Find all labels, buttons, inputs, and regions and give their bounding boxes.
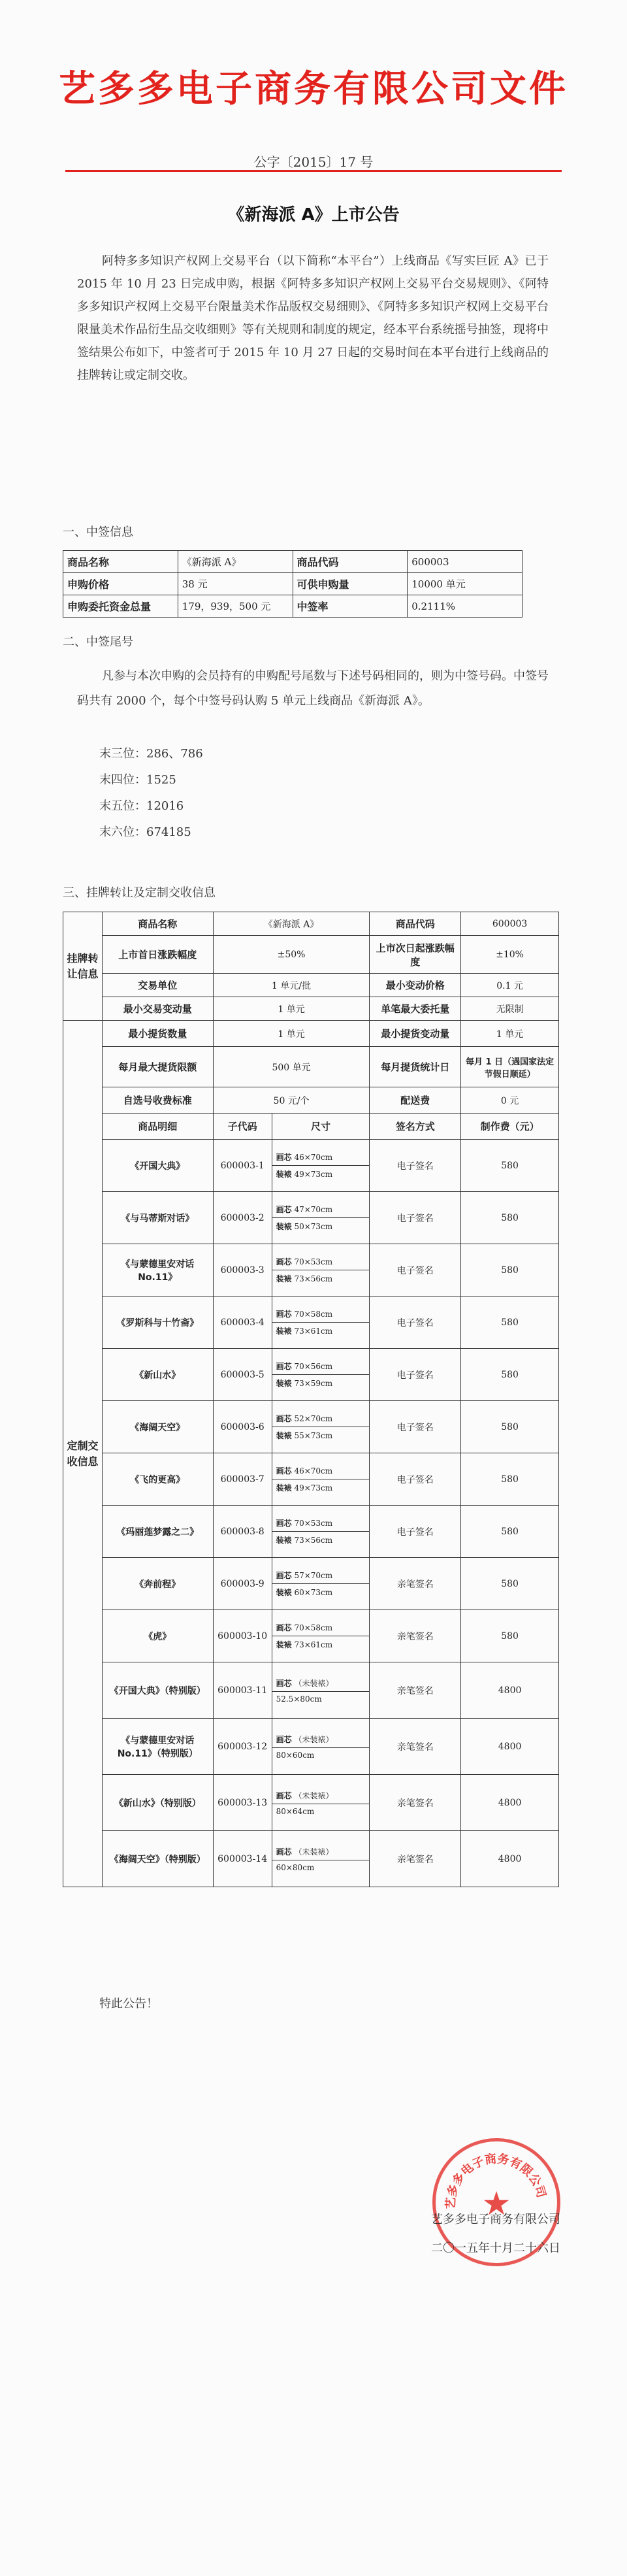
cell-label: 申购价格 [63, 573, 178, 595]
item-size [272, 1662, 370, 1719]
size-line [272, 1374, 370, 1391]
size-line-value: 73×59cm [294, 1379, 333, 1388]
item-size [272, 1244, 370, 1296]
cell-value: 600003 [408, 551, 522, 573]
size-line-value: 70×53cm [294, 1519, 333, 1528]
table-row [63, 974, 559, 997]
size-line [272, 1306, 370, 1322]
size-line [272, 1843, 370, 1860]
item-name: 《与蒙德里安对话 No.11》（特别版） [102, 1719, 213, 1775]
size-line-label: 装裱 [276, 1536, 292, 1545]
size-line-value: 46×70cm [294, 1153, 333, 1162]
section2-heading: 二、中签尾号 [63, 635, 133, 649]
size-line-label: 画芯 [276, 1571, 292, 1580]
table-row [63, 1506, 559, 1558]
item-size [272, 1140, 370, 1192]
size-line-label: 装裱 [276, 1483, 292, 1493]
size-line [272, 1462, 370, 1479]
table-row [63, 1244, 559, 1296]
item-code: 600003-5 [213, 1349, 272, 1401]
table-row [63, 1047, 559, 1087]
table-row [63, 936, 559, 974]
cell-label: 商品名称 [102, 912, 213, 936]
item-fee: 580 [461, 1558, 559, 1610]
cell-label: 自选号收费标准 [102, 1087, 213, 1114]
size-line-label: 画芯 [276, 1205, 292, 1214]
item-name: 《飞的更高》 [102, 1453, 213, 1506]
table-row [63, 1558, 559, 1610]
item-sign-method: 电子签名 [370, 1401, 461, 1453]
size-line-label: 装裱 [276, 1170, 292, 1179]
column-header: 尺寸 [272, 1114, 370, 1140]
item-fee: 580 [461, 1401, 559, 1453]
size-line-value: 49×73cm [294, 1483, 333, 1493]
column-header: 子代码 [213, 1114, 272, 1140]
size-line [272, 1358, 370, 1374]
cell-value: 1 单元 [461, 1021, 559, 1047]
item-fee: 580 [461, 1192, 559, 1244]
item-name: 《新山水》 [102, 1349, 213, 1401]
size-line-value: （未装裱） [294, 1791, 334, 1800]
item-fee: 580 [461, 1453, 559, 1506]
cell-label: 可供申购量 [293, 573, 408, 595]
size-line [272, 1165, 370, 1182]
item-sign-method: 电子签名 [370, 1296, 461, 1349]
cell-value: 1 单元 [213, 997, 370, 1021]
size-line-label: 画芯 [276, 1847, 292, 1857]
cell-value: 179，939，500 元 [178, 595, 293, 618]
size-line-value: 55×73cm [294, 1431, 333, 1440]
item-name: 《奔前程》 [102, 1558, 213, 1610]
size-line [272, 1731, 370, 1747]
notice-title: 《新海派 A》上市公告 [227, 205, 400, 225]
size-line [272, 1675, 370, 1691]
notice-intro: 阿特多多知识产权网上交易平台（以下简称“本平台”）上线商品《写实巨匠 A》已于 2015 年 10 月 23 日完成申购，根据《阿特多多知识产权网上交易平台交易规则》、《阿特多多知识产权网上交易平台限量美术作品版权交易细则》、《阿特多多知识产权网上交易平台限量美术作品衍生品交收细则》等有关规则和制度的规定，经本平台系统摇号抽签，现将中签结果公布如下，中签者可于 2015 年 10 月 27 日起的交易时间在本平台进行上线商品的挂牌转让或定制交收。 [77, 254, 549, 382]
size-line-label: 画芯 [276, 1153, 292, 1162]
list-item: 末三位：286、786 [99, 747, 203, 761]
cell-label: 最小变动价格 [370, 974, 461, 997]
size-line-label: 画芯 [276, 1466, 292, 1476]
item-fee: 4800 [461, 1662, 559, 1719]
size-line [272, 1567, 370, 1583]
seal-star-icon: ★ [481, 2185, 511, 2222]
size-line-value: 60×80cm [276, 1862, 315, 1872]
item-size [272, 1296, 370, 1349]
size-line-value: 70×53cm [294, 1257, 333, 1266]
item-name: 《海阔天空》 [102, 1401, 213, 1453]
custom-side-label: 定制交收信息 [63, 1021, 103, 1887]
svg-text:艺多多电子商务有限公司: 艺多多电子商务有限公司 [443, 2152, 549, 2209]
item-fee: 580 [461, 1506, 559, 1558]
size-line-label: 画芯 [276, 1678, 292, 1688]
cell-label: 最小交易变动量 [102, 997, 213, 1021]
cell-value: 1 单元 [213, 1021, 370, 1047]
item-sign-method: 亲笔签名 [370, 1610, 461, 1662]
cell-label: 配送费 [370, 1087, 461, 1114]
size-line-value: 70×58cm [294, 1623, 333, 1632]
cell-value: 无限制 [461, 997, 559, 1021]
item-sign-method: 电子签名 [370, 1192, 461, 1244]
item-size [272, 1192, 370, 1244]
column-header: 签名方式 [370, 1114, 461, 1140]
listing-side-label: 挂牌转让信息 [63, 912, 103, 1021]
item-size [272, 1775, 370, 1831]
size-line-label: 画芯 [276, 1623, 292, 1632]
size-line-label: 装裱 [276, 1222, 292, 1231]
item-fee: 580 [461, 1244, 559, 1296]
tail-number-list [99, 741, 203, 846]
item-name: 《新山水》（特别版） [102, 1775, 213, 1831]
size-line [272, 1479, 370, 1496]
column-header: 制作费（元） [461, 1114, 559, 1140]
size-line [272, 1322, 370, 1339]
size-line [272, 1583, 370, 1600]
size-line-value: 52.5×80cm [276, 1694, 322, 1704]
table-row [63, 573, 522, 595]
size-line-label: 装裱 [276, 1588, 292, 1597]
size-line-value: 80×64cm [276, 1806, 315, 1816]
item-name: 《虎》 [102, 1610, 213, 1662]
table-row [63, 1719, 559, 1775]
size-line [272, 1410, 370, 1427]
size-line-value: （未装裱） [294, 1678, 334, 1688]
item-code: 600003-2 [213, 1192, 272, 1244]
size-line-value: 57×70cm [294, 1571, 333, 1580]
item-name: 《开国大典》（特别版） [102, 1662, 213, 1719]
cell-value: 0.2111% [408, 595, 522, 618]
table-row [63, 1296, 559, 1349]
size-line-label: 装裱 [276, 1379, 292, 1388]
cell-value: 每月 1 日（遇国家法定节假日顺延） [461, 1047, 559, 1087]
size-line [272, 1747, 370, 1762]
cell-label: 上市次日起涨跌幅度 [370, 936, 461, 974]
item-code: 600003-10 [213, 1610, 272, 1662]
size-line-label: 画芯 [276, 1362, 292, 1371]
size-line-value: 73×56cm [294, 1536, 333, 1545]
size-line-value: 47×70cm [294, 1205, 333, 1214]
size-line [272, 1149, 370, 1165]
item-sign-method: 电子签名 [370, 1349, 461, 1401]
size-line-value: （未装裱） [294, 1847, 334, 1857]
table-row [63, 595, 522, 618]
size-line [272, 1787, 370, 1804]
item-size [272, 1506, 370, 1558]
cell-value: 600003 [461, 912, 559, 936]
item-fee: 4800 [461, 1719, 559, 1775]
size-line [272, 1201, 370, 1217]
table-row [63, 1401, 559, 1453]
section1-heading: 一、中签信息 [63, 525, 133, 539]
table-row [63, 912, 559, 936]
item-size [272, 1558, 370, 1610]
size-line-label: 装裱 [276, 1431, 292, 1440]
cell-value: 《新海派 A》 [178, 551, 293, 573]
size-line-label: 画芯 [276, 1257, 292, 1266]
item-code: 600003-11 [213, 1662, 272, 1719]
size-line-label: 画芯 [276, 1414, 292, 1423]
item-sign-method: 亲笔签名 [370, 1831, 461, 1887]
item-fee: 4800 [461, 1775, 559, 1831]
size-line-value: 60×73cm [294, 1588, 333, 1597]
section2-paragraph: 凡参与本次申购的会员持有的申购配号尾数与下述号码相同的，则为中签号码。中签号码共有 2000 个，每个中签号码认购 5 单元上线商品《新海派 A》。 [77, 669, 549, 708]
size-line [272, 1253, 370, 1270]
cell-label: 最小提货数量 [102, 1021, 213, 1047]
item-sign-method: 亲笔签名 [370, 1719, 461, 1775]
size-line-value: 46×70cm [294, 1466, 333, 1476]
cell-label: 上市首日涨跌幅度 [102, 936, 213, 974]
size-line-label: 装裱 [276, 1327, 292, 1336]
table-row [63, 1831, 559, 1887]
item-code: 600003-6 [213, 1401, 272, 1453]
table-row [63, 1087, 559, 1114]
cell-value: 0.1 元 [461, 974, 559, 997]
signing-date: 二〇一五年十月二十六日 [431, 2241, 560, 2255]
item-sign-method: 亲笔签名 [370, 1662, 461, 1719]
size-line-value: 50×73cm [294, 1222, 333, 1231]
item-sign-method: 亲笔签名 [370, 1558, 461, 1610]
table-header-row [63, 1114, 559, 1140]
doc-number: 公字〔2015〕17 号 [253, 154, 374, 170]
cell-value: 10000 单元 [408, 573, 522, 595]
item-fee: 580 [461, 1296, 559, 1349]
header-divider [65, 170, 562, 172]
section3-heading: 三、挂牌转让及定制交收信息 [63, 886, 216, 900]
item-fee: 4800 [461, 1831, 559, 1887]
item-sign-method: 电子签名 [370, 1244, 461, 1296]
item-fee: 580 [461, 1349, 559, 1401]
item-code: 600003-13 [213, 1775, 272, 1831]
list-item: 末五位：12016 [99, 799, 184, 813]
cell-label: 每月最大提货限额 [102, 1047, 213, 1087]
item-sign-method: 亲笔签名 [370, 1775, 461, 1831]
size-line-value: 73×61cm [294, 1640, 333, 1649]
company-doc-title: 艺多多电子商务有限公司文件 [59, 68, 568, 110]
cell-value: ±10% [461, 936, 559, 974]
size-line-value: 73×61cm [294, 1327, 333, 1336]
table-row [63, 1453, 559, 1506]
item-code: 600003-9 [213, 1558, 272, 1610]
cell-value: 《新海派 A》 [213, 912, 370, 936]
cell-label: 申购委托资金总量 [63, 595, 178, 618]
size-line [272, 1691, 370, 1706]
size-line-label: 装裱 [276, 1274, 292, 1283]
item-size [272, 1610, 370, 1662]
size-line [272, 1515, 370, 1531]
size-line-label: 画芯 [276, 1519, 292, 1528]
cell-value: 50 元/个 [213, 1087, 370, 1114]
size-line-value: 73×56cm [294, 1274, 333, 1283]
table-row [63, 1021, 559, 1047]
list-item: 末四位：1525 [99, 773, 176, 787]
size-line-value: 70×56cm [294, 1362, 333, 1371]
cell-value: 0 元 [461, 1087, 559, 1114]
table-row [63, 1662, 559, 1719]
table-row [63, 997, 559, 1021]
item-code: 600003-12 [213, 1719, 272, 1775]
cell-label: 中签率 [293, 595, 408, 618]
size-line-value: （未装裱） [294, 1734, 334, 1744]
cell-label: 交易单位 [102, 974, 213, 997]
size-line-value: 52×70cm [294, 1414, 333, 1423]
closing-text: 特此公告！ [99, 1997, 158, 2011]
cell-label: 商品代码 [370, 912, 461, 936]
lottery-info-table [63, 550, 522, 618]
table-row [63, 1349, 559, 1401]
size-line-value: 70×58cm [294, 1310, 333, 1319]
table-row [63, 1192, 559, 1244]
size-line [272, 1636, 370, 1653]
signing-company: 艺多多电子商务有限公司 [431, 2213, 560, 2226]
table-row [63, 1775, 559, 1831]
cell-label: 最小提货变动量 [370, 1021, 461, 1047]
cell-label: 单笔最大委托量 [370, 997, 461, 1021]
item-name: 《与蒙德里安对话 No.11》 [102, 1244, 213, 1296]
item-sign-method: 电子签名 [370, 1453, 461, 1506]
size-line [272, 1217, 370, 1234]
table-row [63, 551, 522, 573]
item-name: 《罗斯科与十竹斋》 [102, 1296, 213, 1349]
item-size [272, 1831, 370, 1887]
cell-label: 商品名称 [63, 551, 178, 573]
list-item: 末六位：674185 [99, 825, 191, 839]
size-line-label: 画芯 [276, 1791, 292, 1800]
cell-label: 商品代码 [293, 551, 408, 573]
listing-delivery-table [63, 912, 559, 1887]
item-sign-method: 电子签名 [370, 1140, 461, 1192]
size-line [272, 1804, 370, 1819]
item-code: 600003-3 [213, 1244, 272, 1296]
item-code: 600003-8 [213, 1506, 272, 1558]
item-code: 600003-7 [213, 1453, 272, 1506]
item-fee: 580 [461, 1140, 559, 1192]
size-line [272, 1270, 370, 1287]
item-size [272, 1401, 370, 1453]
item-code: 600003-4 [213, 1296, 272, 1349]
size-line-value: 80×60cm [276, 1750, 315, 1760]
size-line-label: 装裱 [276, 1640, 292, 1649]
item-name: 《玛丽莲梦露之二》 [102, 1506, 213, 1558]
size-line [272, 1619, 370, 1636]
item-name: 《海阔天空》（特别版） [102, 1831, 213, 1887]
item-code: 600003-14 [213, 1831, 272, 1887]
item-name: 《与马蒂斯对话》 [102, 1192, 213, 1244]
item-size [272, 1453, 370, 1506]
cell-value: 1 单元/批 [213, 974, 370, 997]
table-row [63, 1140, 559, 1192]
size-line [272, 1860, 370, 1875]
item-size [272, 1349, 370, 1401]
cell-label: 每月提货统计日 [370, 1047, 461, 1087]
size-line-label: 画芯 [276, 1734, 292, 1744]
item-code: 600003-1 [213, 1140, 272, 1192]
size-line [272, 1531, 370, 1548]
cell-value: 38 元 [178, 573, 293, 595]
item-name: 《开国大典》 [102, 1140, 213, 1192]
size-line [272, 1427, 370, 1444]
item-fee: 580 [461, 1610, 559, 1662]
table-row [63, 1610, 559, 1662]
item-size [272, 1719, 370, 1775]
cell-value: 500 单元 [213, 1047, 370, 1087]
size-line-label: 画芯 [276, 1310, 292, 1319]
size-line-value: 49×73cm [294, 1170, 333, 1179]
column-header: 商品明细 [102, 1114, 213, 1140]
item-sign-method: 电子签名 [370, 1506, 461, 1558]
cell-value: ±50% [213, 936, 370, 974]
